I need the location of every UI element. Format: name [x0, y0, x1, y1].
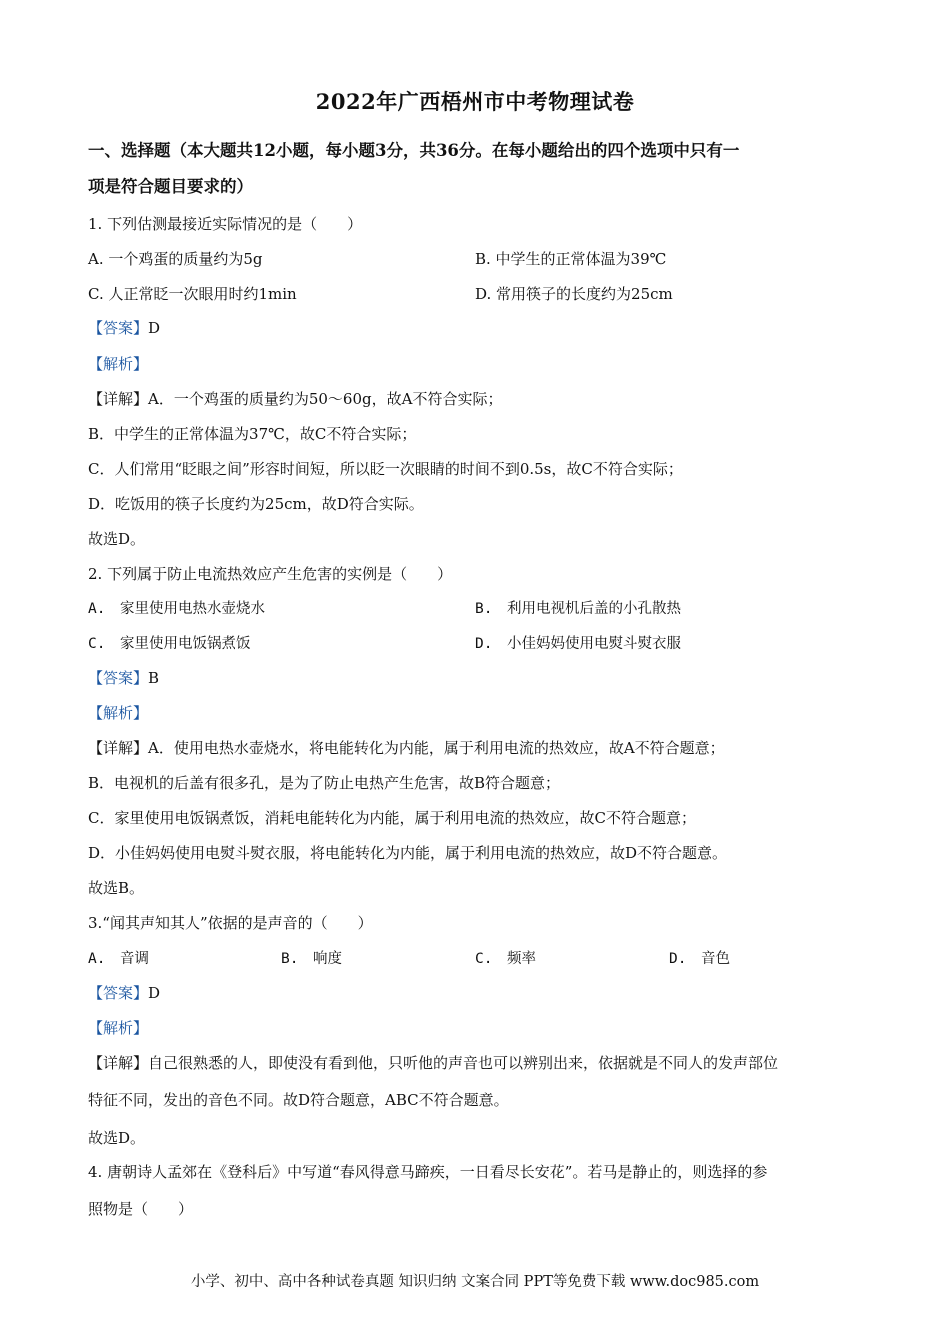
q1-conclusion: 故选D。 — [88, 530, 146, 548]
q1-answer — [88, 318, 160, 338]
detail-tag: 【详解】 — [88, 1054, 149, 1072]
q2-detail-1 — [88, 738, 725, 758]
page-title: 2022年广西梧州市中考物理试卷 — [315, 89, 635, 114]
q1-option-c: C. 人正常眨一次眼用时约1min — [88, 285, 297, 303]
q2-option-c: C. 家里使用电饭锅煮饭 — [88, 636, 251, 652]
page-footer: 小学、初中、高中各种试卷真题 知识归纳 文案合同 PPT等免费下载 www.doc985.com — [190, 1274, 760, 1290]
q1-option-b: B. 中学生的正常体温为39℃ — [475, 250, 667, 268]
q3-option-a: A. 音调 — [88, 951, 149, 967]
answer-value: D — [148, 319, 161, 337]
q3-stem: 3.“闻其声知其人”依据的是声音的（ ） — [88, 914, 373, 932]
q2-stem: 2. 下列属于防止电流热效应产生危害的实例是（ ） — [88, 565, 453, 583]
answer-value: D — [148, 984, 161, 1002]
q3-analysis-tag: 【解析】 — [88, 1019, 149, 1037]
q4-stem-line1: 4. 唐朝诗人孟郊在《登科后》中写道“春风得意马蹄疾，一日看尽长安花”。若马是静止的，则选择的参 — [88, 1163, 768, 1181]
detail-text: A．一个鸡蛋的质量约为50～60g，故A不符合实际； — [148, 390, 503, 408]
answer-value: B — [148, 669, 160, 687]
q2-option-a: A. 家里使用电热水壶烧水 — [88, 601, 265, 617]
q1-detail-3: C．人们常用“眨眼之间”形容时间短，所以眨一次眼睛的时间不到0.5s，故C不符合实际； — [88, 460, 683, 478]
q2-answer — [88, 668, 159, 688]
detail-text: A．使用电热水壶烧水，将电能转化为内能，属于利用电流的热效应，故A不符合题意； — [148, 739, 725, 757]
detail-tag: 【详解】 — [88, 739, 149, 757]
section-heading-line2: 项是符合题目要求的） — [88, 177, 253, 196]
q2-detail-2: B．电视机的后盖有很多孔，是为了防止电热产生危害，故B符合题意； — [88, 774, 561, 792]
section-heading-line1: 一、选择题（本大题共12小题，每小题3分，共36分。在每小题给出的四个选项中只有一 — [88, 141, 740, 160]
q1-analysis-tag: 【解析】 — [88, 355, 149, 373]
q2-conclusion: 故选B。 — [88, 879, 145, 897]
q1-detail-1 — [88, 389, 502, 409]
detail-text: 自己很熟悉的人，即使没有看到他，只听他的声音也可以辨别出来，依据就是不同人的发声部位 — [148, 1054, 779, 1072]
q2-option-d: D. 小佳妈妈使用电熨斗熨衣服 — [475, 636, 681, 652]
detail-tag: 【详解】 — [88, 390, 149, 408]
q2-option-b: B. 利用电视机后盖的小孔散热 — [475, 601, 681, 617]
q3-option-c: C. 频率 — [475, 951, 536, 967]
q3-option-b: B. 响度 — [281, 951, 342, 967]
q3-detail-2: 特征不同，发出的音色不同。故D符合题意，ABC不符合题意。 — [88, 1091, 509, 1109]
q2-detail-4: D．小佳妈妈使用电熨斗熨衣服，将电能转化为内能，属于利用电流的热效应，故D不符合题意。 — [88, 844, 728, 862]
q3-answer — [88, 983, 160, 1003]
answer-tag: 【答案】 — [88, 984, 149, 1002]
q2-detail-3: C．家里使用电饭锅煮饭，消耗电能转化为内能，属于利用电流的热效应，故C不符合题意； — [88, 809, 696, 827]
q4-stem-line2: 照物是（ ） — [88, 1200, 194, 1218]
q3-conclusion: 故选D。 — [88, 1129, 146, 1147]
answer-tag: 【答案】 — [88, 669, 149, 687]
q1-stem: 1. 下列估测最接近实际情况的是（ ） — [88, 215, 363, 233]
q1-detail-4: D．吃饭用的筷子长度约为25cm，故D符合实际。 — [88, 495, 424, 513]
q1-option-d: D. 常用筷子的长度约为25cm — [475, 285, 673, 303]
q1-option-a: A. 一个鸡蛋的质量约为5g — [88, 250, 263, 268]
answer-tag: 【答案】 — [88, 319, 149, 337]
q3-option-d: D. 音色 — [669, 951, 730, 967]
q2-analysis-tag: 【解析】 — [88, 704, 149, 722]
q3-detail-1 — [88, 1053, 778, 1073]
q1-detail-2: B．中学生的正常体温为37℃，故C不符合实际； — [88, 425, 417, 443]
